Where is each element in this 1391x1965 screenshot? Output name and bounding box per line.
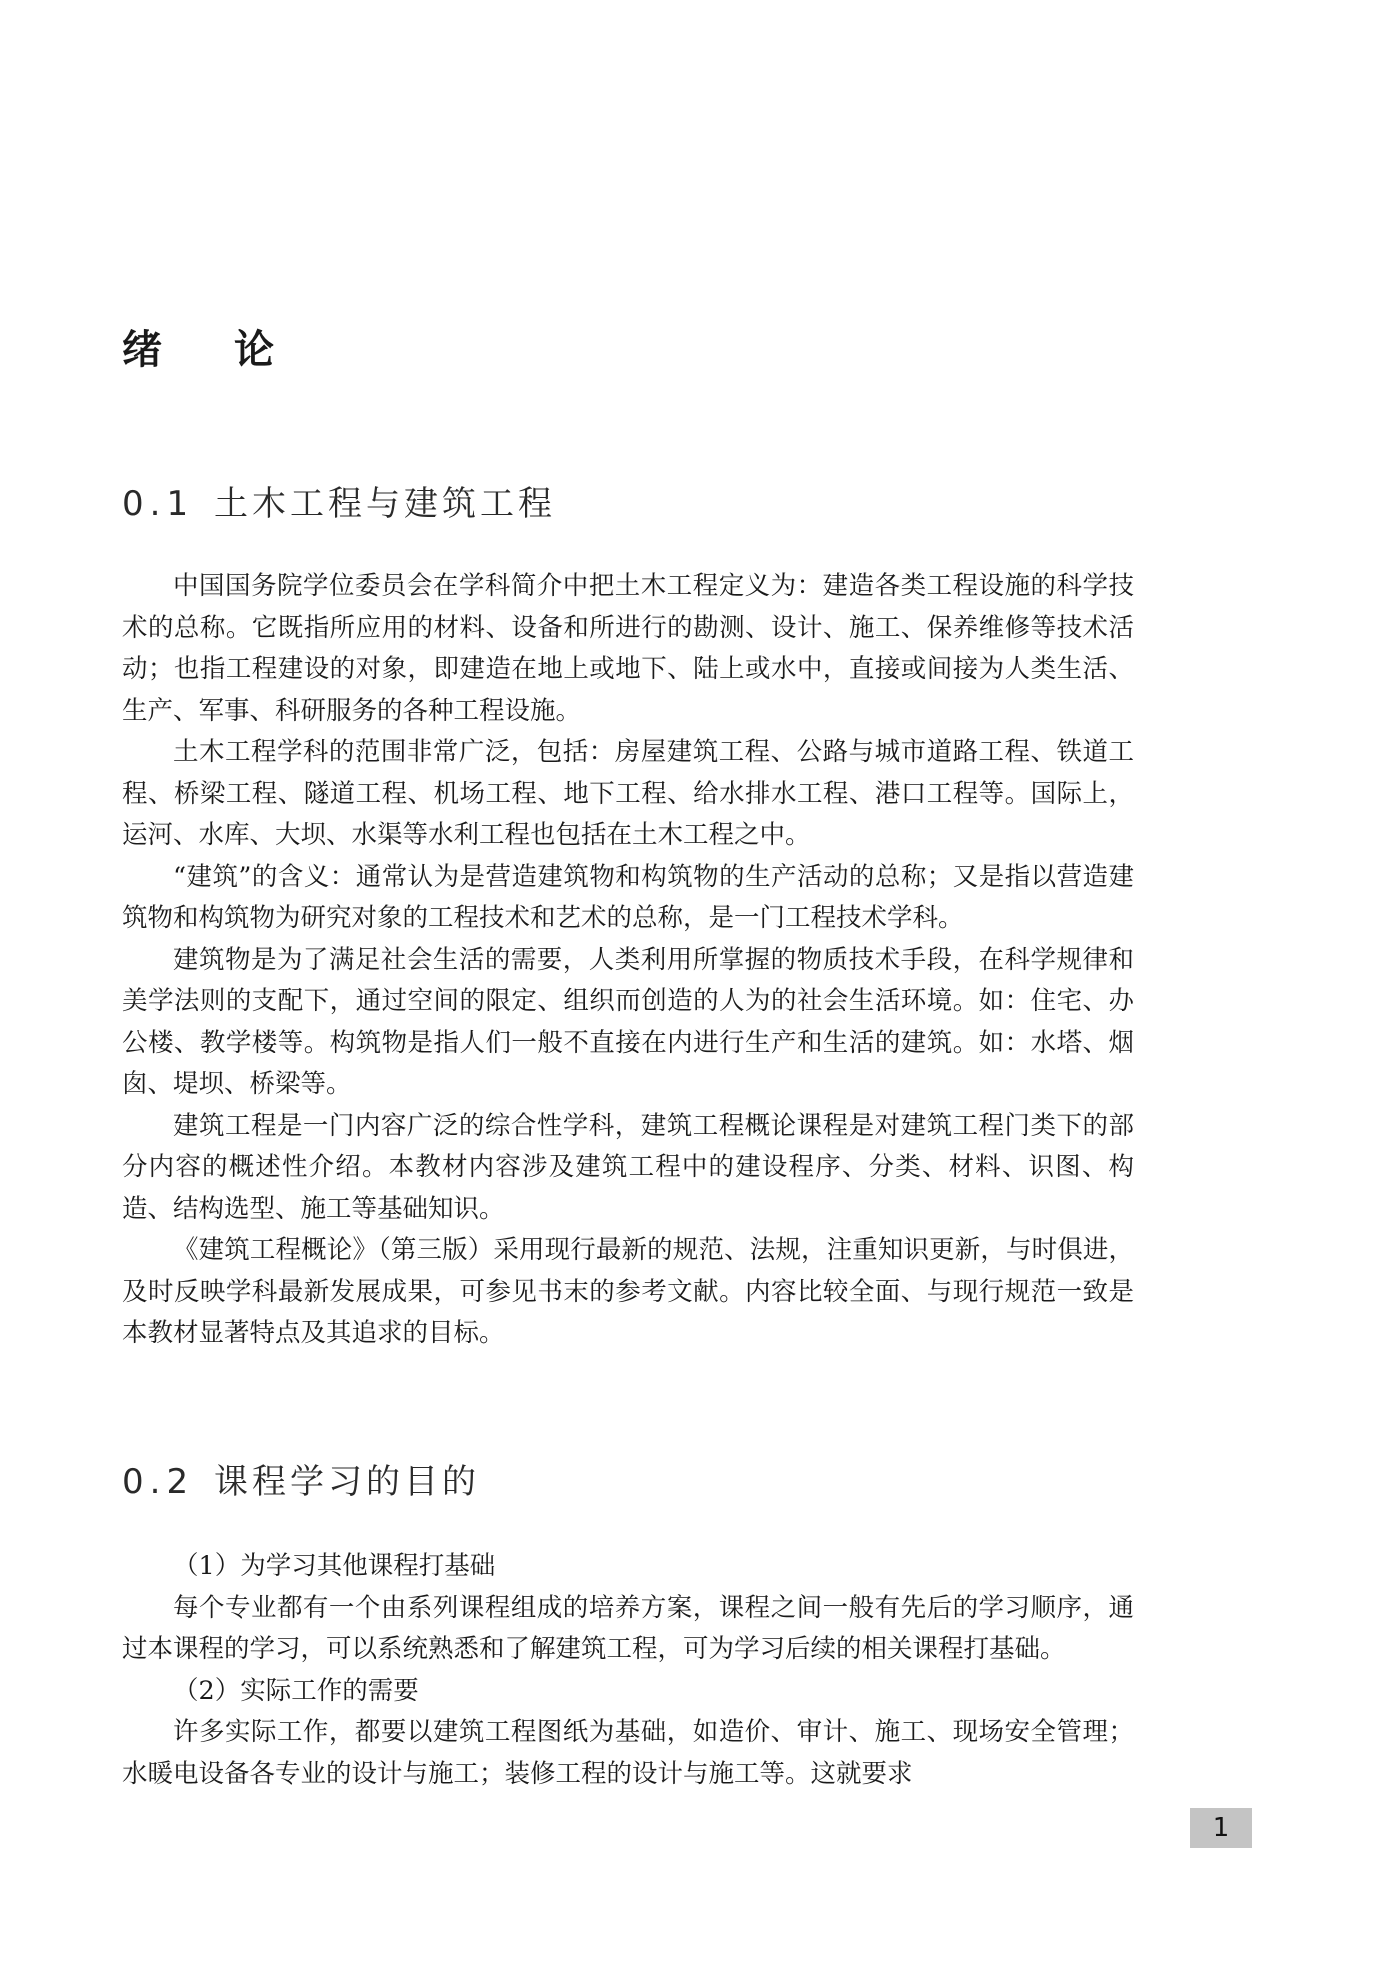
- section-0-1-body: [122, 566, 1134, 1355]
- section-heading-0-1: [122, 482, 556, 526]
- chapter-title: 绪论: [122, 327, 346, 373]
- section-number: 0.1: [122, 484, 195, 524]
- paragraph: 每个专业都有一个由系列课程组成的培养方案，课程之间一般有先后的学习顺序，通过本课程的学习，可以系统熟悉和了解建筑工程，可为学习后续的相关课程打基础。: [122, 1592, 1134, 1664]
- paragraph: “建筑”的含义：通常认为是营造建筑物和构筑物的生产活动的总称；又是指以营造建筑物和构筑物为研究对象的工程技术和艺术的总称，是一门工程技术学科。: [122, 861, 1134, 933]
- paragraph: 《建筑工程概论》（第三版）采用现行最新的规范、法规，注重知识更新，与时俱进，及时反映学科最新发展成果，可参见书末的参考文献。内容比较全面、与现行规范一致是本教材显著特点及其追求的目标。: [122, 1235, 1134, 1348]
- section-title: 课程学习的目的: [214, 1462, 480, 1502]
- paragraph: 许多实际工作，都要以建筑工程图纸为基础，如造价、审计、施工、现场安全管理；水暖电设备各专业的设计与施工；装修工程的设计与施工等。这就要求: [122, 1717, 1134, 1789]
- paragraph: 土木工程学科的范围非常广泛，包括：房屋建筑工程、公路与城市道路工程、铁道工程、桥梁工程、隧道工程、机场工程、地下工程、给水排水工程、港口工程等。国际上，运河、水库、大坝、水渠等水利工程也包括在土木工程之中。: [122, 737, 1134, 850]
- paragraph: 中国国务院学位委员会在学科简介中把土木工程定义为：建造各类工程设施的科学技术的总称。它既指所应用的材料、设备和所进行的勘测、设计、施工、保养维修等技术活动；也指工程建设的对象，即建造在地上或地下、陆上或水中，直接或间接为人类生活、生产、军事、科研服务的各种工程设施。: [122, 571, 1134, 726]
- paragraph: 建筑物是为了满足社会生活的需要，人类利用所掌握的物质技术手段，在科学规律和美学法则的支配下，通过空间的限定、组织而创造的人为的社会生活环境。如：住宅、办公楼、教学楼等。构筑物是指人们一般不直接在内进行生产和生活的建筑。如：水塔、烟囱、堤坝、桥梁等。: [122, 944, 1134, 1099]
- section-number: 0.2: [122, 1462, 195, 1502]
- subsection-heading: （1）为学习其他课程打基础: [173, 1551, 496, 1581]
- paragraph: 建筑工程是一门内容广泛的综合性学科，建筑工程概论课程是对建筑工程门类下的部分内容的概述性介绍。本教材内容涉及建筑工程中的建设程序、分类、材料、识图、构造、结构选型、施工等基础知识。: [122, 1110, 1134, 1224]
- page-number: 1: [1190, 1808, 1252, 1848]
- section-title: 土木工程与建筑工程: [214, 484, 556, 524]
- section-heading-0-2: [122, 1460, 480, 1504]
- section-0-2-body: [122, 1546, 1134, 1795]
- subsection-heading: （2）实际工作的需要: [173, 1675, 419, 1706]
